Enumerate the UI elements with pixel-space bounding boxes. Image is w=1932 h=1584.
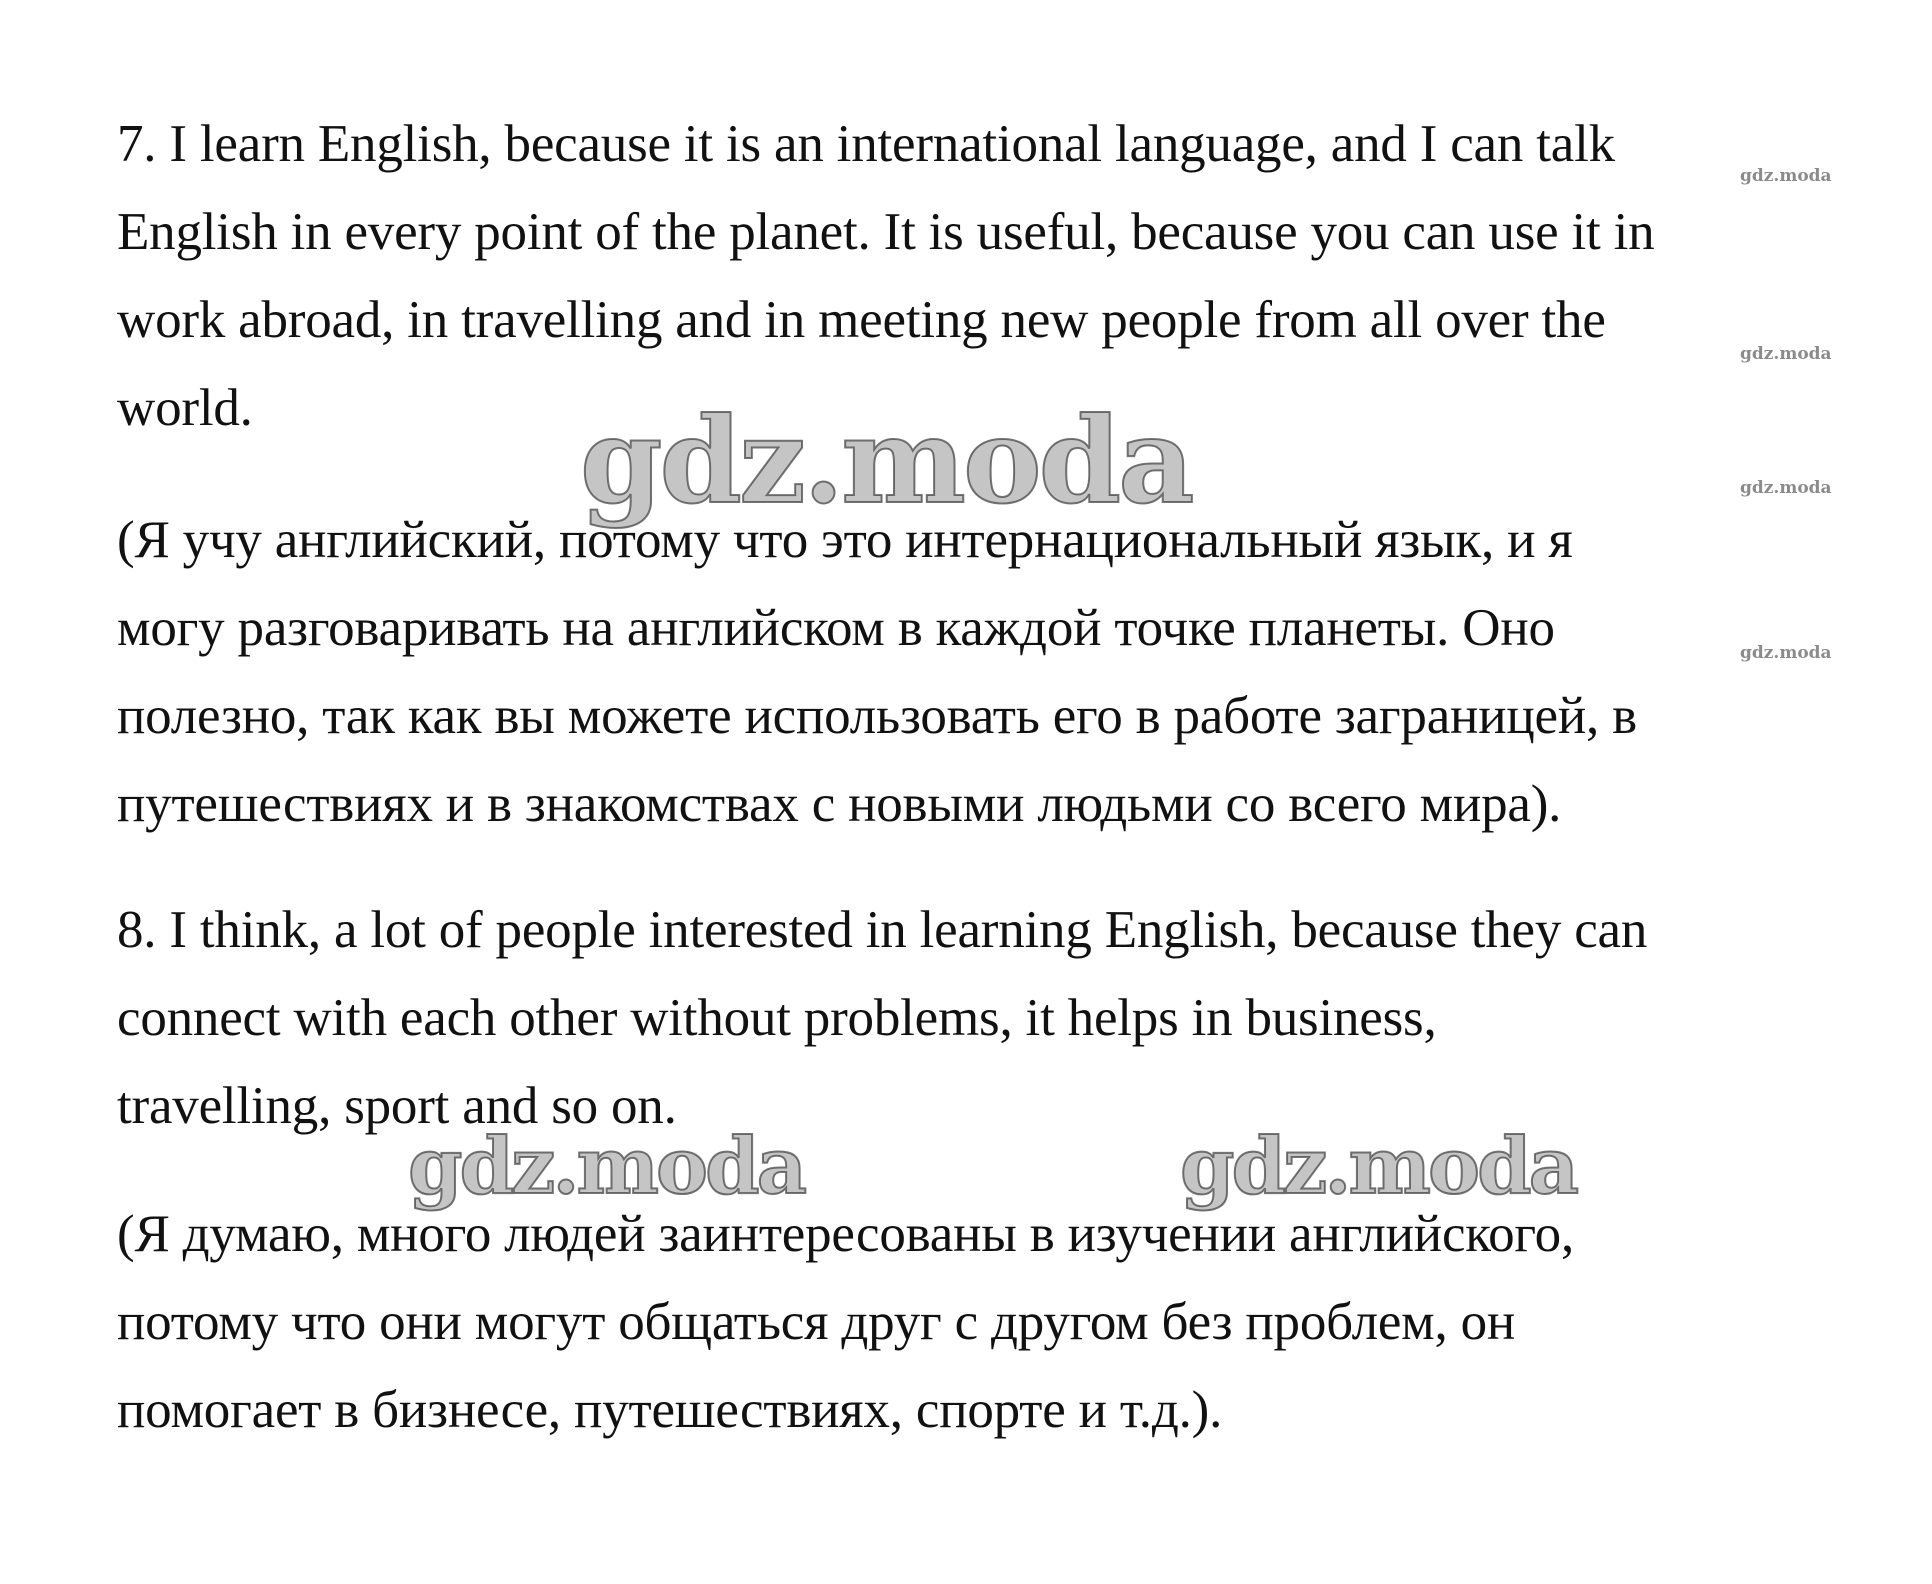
watermark-large: gdz.moda <box>580 391 1192 530</box>
text-line: 8. I think, a lot of people interested in learning English, because they can <box>117 901 1648 959</box>
text-line: travelling, sport and so on. <box>117 1077 677 1135</box>
answer-7-russian <box>117 496 1877 848</box>
watermark-small: gdz.moda <box>1740 166 1832 186</box>
watermark-small: gdz.moda <box>1740 643 1832 663</box>
answer-8-russian <box>117 1190 1877 1454</box>
watermark-small: gdz.moda <box>1740 344 1832 364</box>
text-line: English in every point of the planet. It is useful, because you can use it in <box>117 203 1655 261</box>
watermark-medium: gdz.moda <box>408 1121 805 1212</box>
text-line: помогает в бизнесе, путешествиях, спорте и т.д.). <box>117 1381 1223 1439</box>
text-line: (Я учу английский, потому что это интернациональный язык, и я <box>117 511 1573 569</box>
answer-8-english <box>117 886 1877 1150</box>
watermark-small: gdz.moda <box>1740 478 1832 498</box>
text-line: connect with each other without problems, it helps in business, <box>117 989 1437 1047</box>
watermark-medium: gdz.moda <box>1180 1121 1577 1212</box>
text-line: 7. I learn English, because it is an international language, and I can talk <box>117 115 1615 173</box>
text-line: путешествиях и в знакомствах с новыми людьми со всего мира). <box>117 775 1562 833</box>
text-line: полезно, так как вы можете использовать его в работе заграницей, в <box>117 687 1637 745</box>
text-line: могу разговаривать на английском в каждой точке планеты. Оно <box>117 599 1555 657</box>
text-line: потому что они могут общаться друг с другом без проблем, он <box>117 1293 1516 1351</box>
text-line: work abroad, in travelling and in meeting new people from all over the <box>117 291 1606 349</box>
text-line: (Я думаю, много людей заинтересованы в изучении английского, <box>117 1205 1574 1263</box>
text-line: world. <box>117 379 253 437</box>
